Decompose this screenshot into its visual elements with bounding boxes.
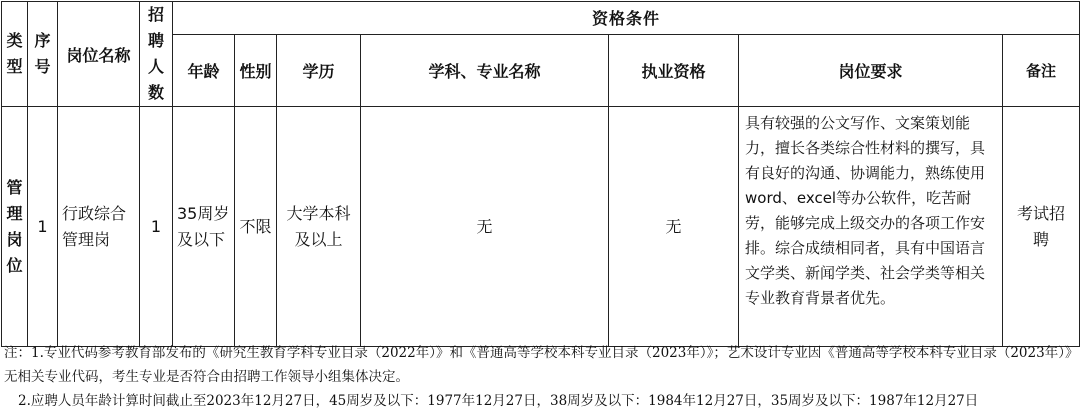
header-seq: 序号 [28, 2, 58, 107]
note-2: 2.应聘人员年龄计算时间截止至2023年12月27日，45周岁及以下：1977年12月27日，38周岁及以下：1984年12月27日，35周岁及以下：1987年12月27日 [18, 393, 979, 409]
header-type: 类型 [2, 2, 28, 107]
header-qualifications: 资格条件 [173, 2, 1080, 35]
header-age: 年龄 [173, 34, 235, 106]
row-gender: 不限 [235, 107, 277, 347]
recruitment-table [1, 1, 1080, 347]
header-license: 执业资格 [609, 34, 739, 106]
header-requirements: 岗位要求 [739, 34, 1003, 106]
row-seq: 1 [28, 107, 58, 347]
row-age: 35周岁及以下 [173, 107, 235, 347]
row-education: 大学本科及以上 [277, 107, 361, 347]
header-gender: 性别 [235, 34, 277, 106]
row-type: 管理岗位 [2, 107, 28, 347]
header-major: 学科、专业名称 [361, 34, 609, 106]
row-recruit-count: 1 [140, 107, 173, 347]
row-requirements: 具有较强的公文写作、文案策划能力，擅长各类综合性材料的撰写，具有良好的沟通、协调能力，熟练使用word、excel等办公软件，吃苦耐劳，能够完成上级交办的各项工作安排。综合成绩相同者，具有中国语言文学类、新闻学类、社会学类等相关专业教育背景者优先。 [739, 107, 1003, 347]
row-remarks: 考试招聘 [1003, 107, 1080, 347]
note-1: 注：1.专业代码参考教育部发布的《研究生教育学科专业目录（2022年）》和《普通高等学校本科专业目录（2023年）》；艺术设计专业因《普通高等学校本科专业目录（2023年）》无相关专业代码，考生专业是否符合由招聘工作领导小组集体决定。 [4, 345, 1072, 385]
header-position-name: 岗位名称 [58, 2, 140, 107]
row-major: 无 [361, 107, 609, 347]
header-remarks: 备注 [1003, 34, 1080, 106]
row-license: 无 [609, 107, 739, 347]
header-recruit-count: 招聘人数 [140, 2, 173, 107]
row-position-name: 行政综合管理岗 [58, 107, 140, 347]
header-education: 学历 [277, 34, 361, 106]
notes [4, 341, 1076, 413]
